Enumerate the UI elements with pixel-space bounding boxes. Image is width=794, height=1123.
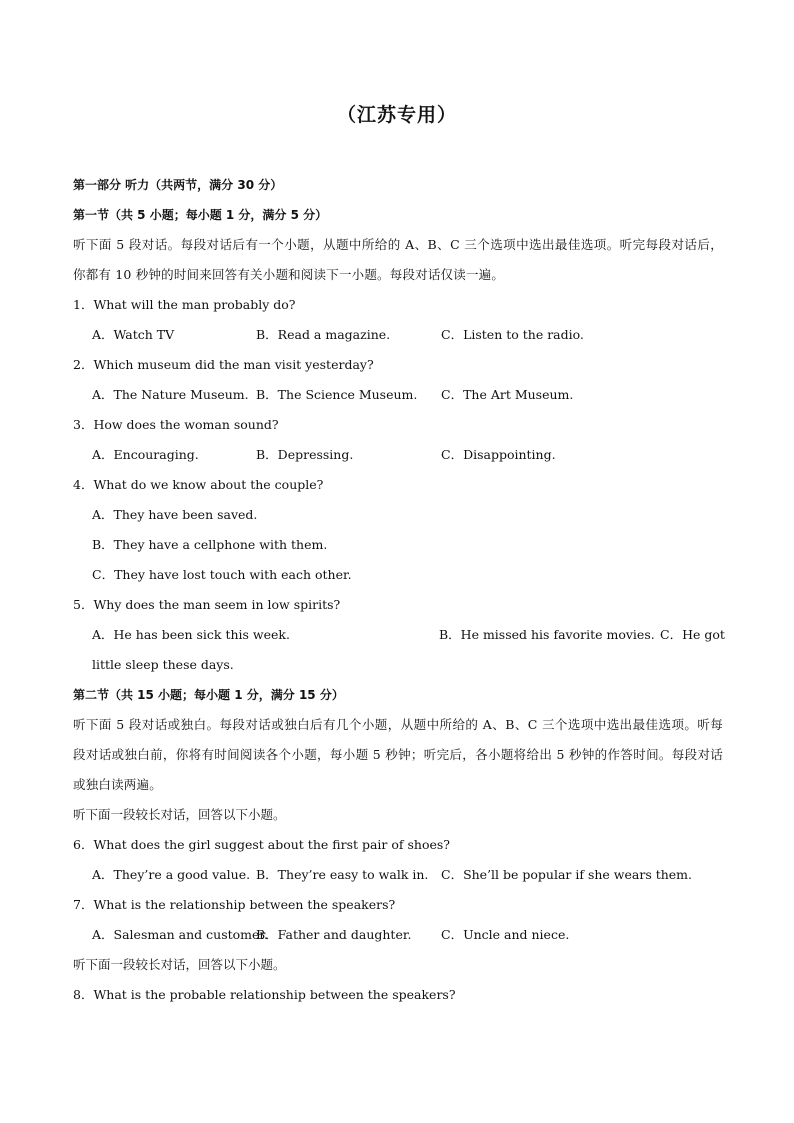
- part1-heading: 第一部分 听力（共两节，满分 30 分）: [73, 178, 283, 192]
- document-content: [73, 170, 723, 1010]
- section2-instructions: 听下面 5 段对话或独白。每段对话或独白后有几个小题，从题中所给的 A、B、C 三个选项中选出最佳选项。听每段对话或独白前，你将有时间阅读各个小题，每小题 5 秒钟；听完后，各小题将给出 5 秒钟的作答时间。每段对话或独白读两遍。: [73, 717, 723, 792]
- question-7-option-c: C．Uncle and niece.: [441, 927, 570, 942]
- section2-prompt-1: 听下面一段较长对话，回答以下小题。: [73, 807, 286, 822]
- question-5-option-a: A．He has been sick this week.: [92, 627, 290, 642]
- question-6-option-b: B．They’re easy to walk in.: [256, 867, 429, 882]
- question-2: 2．Which museum did the man visit yesterday?: [73, 357, 374, 372]
- question-4-option-a: A．They have been saved.: [92, 507, 258, 522]
- question-1-option-b: B．Read a magazine.: [256, 327, 391, 342]
- question-2-options: [73, 380, 723, 410]
- question-5: 5．Why does the man seem in low spirits?: [73, 597, 341, 612]
- question-7-option-a: A．Salesman and customer.: [92, 927, 269, 942]
- question-3-option-a: A．Encouraging.: [92, 447, 199, 462]
- question-1-options: [73, 320, 723, 350]
- question-3-option-c: C．Disappointing.: [441, 447, 556, 462]
- question-7-options: [73, 920, 723, 950]
- question-2-option-c: C．The Art Museum.: [441, 387, 574, 402]
- question-3: 3．How does the woman sound?: [73, 417, 279, 432]
- question-5-option-c: C．He got: [660, 627, 725, 642]
- section2-heading: 第二节（共 15 小题；每小题 1 分，满分 15 分）: [73, 688, 344, 702]
- question-4: 4．What do we know about the couple?: [73, 477, 324, 492]
- question-4-option-c: C．They have lost touch with each other.: [92, 567, 352, 582]
- question-1-option-a: A．Watch TV: [92, 327, 175, 342]
- question-3-options: [73, 440, 723, 470]
- question-6-options: [73, 860, 723, 890]
- question-4-option-b: B．They have a cellphone with them.: [92, 537, 328, 552]
- document-title: （江苏专用）: [336, 104, 457, 126]
- section2-prompt-2: 听下面一段较长对话，回答以下小题。: [73, 957, 286, 972]
- question-7: 7．What is the relationship between the speakers?: [73, 897, 396, 912]
- section1-instructions: 听下面 5 段对话。每段对话后有一个小题，从题中所给的 A、B、C 三个选项中选出最佳选项。听完每段对话后，你都有 10 秒钟的时间来回答有关小题和阅读下一小题。每段对话仅读一遍。: [73, 237, 723, 282]
- question-6-option-a: A．They’re a good value.: [92, 867, 251, 882]
- question-3-option-b: B．Depressing.: [256, 447, 354, 462]
- question-6-option-c: C．She’ll be popular if she wears them.: [441, 867, 693, 882]
- question-7-option-b: B．Father and daughter.: [256, 927, 412, 942]
- question-6: 6．What does the girl suggest about the first pair of shoes?: [73, 837, 451, 852]
- question-1-option-c: C．Listen to the radio.: [441, 327, 584, 342]
- question-2-option-b: B．The Science Museum.: [256, 387, 418, 402]
- question-8: 8．What is the probable relationship between the speakers?: [73, 987, 456, 1002]
- question-2-option-a: A．The Nature Museum.: [92, 387, 249, 402]
- question-5-option-c-continued: little sleep these days.: [92, 657, 234, 672]
- question-5-option-b: B．He missed his favorite movies.: [439, 627, 655, 642]
- question-5-options: [73, 620, 723, 650]
- question-1: 1．What will the man probably do?: [73, 297, 296, 312]
- section1-heading: 第一节（共 5 小题；每小题 1 分，满分 5 分）: [73, 208, 328, 222]
